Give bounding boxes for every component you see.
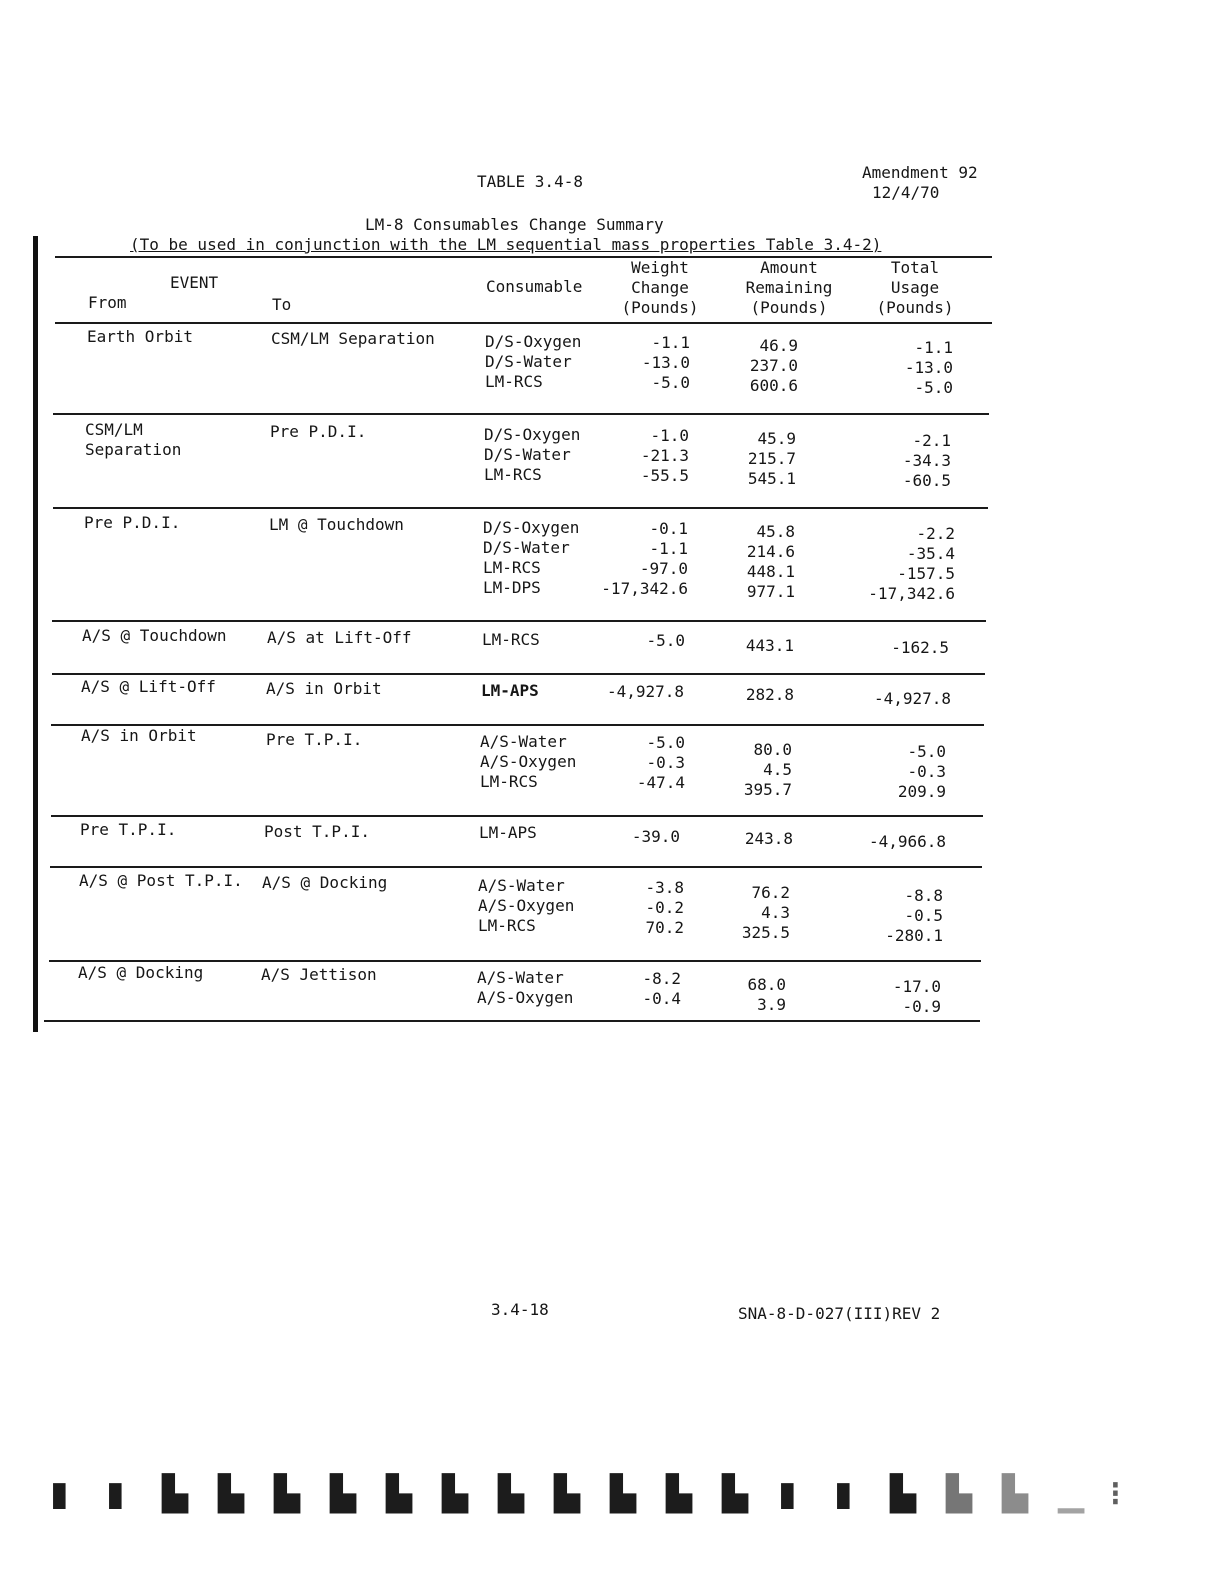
scan-mark: ▮ (834, 1474, 853, 1514)
scan-mark: ▙ (890, 1474, 917, 1514)
header-bottom-rule (55, 322, 992, 324)
row-to: Pre P.D.I. (270, 422, 367, 441)
col-header-from: From (88, 293, 127, 312)
scan-mark: ▮ (778, 1474, 797, 1514)
scan-mark: ▙ (610, 1474, 637, 1514)
scan-mark: ▙ (498, 1474, 525, 1514)
row-consumable: A/S-Water A/S-Oxygen LM-RCS (480, 732, 577, 791)
scan-mark: ▮ (50, 1474, 69, 1514)
row-consumable: LM-RCS (482, 630, 540, 649)
row-from: A/S @ Post T.P.I. (79, 871, 243, 890)
row-to: CSM/LM Separation (271, 329, 435, 348)
row-from: A/S @ Lift-Off (81, 677, 216, 696)
col-header-event: EVENT (170, 273, 219, 292)
scan-mark: ▮ (106, 1474, 125, 1514)
row-to: Post T.P.I. (264, 822, 370, 841)
row-amount-remaining: 282.8 (745, 685, 794, 704)
row-weight-change: -39.0 (631, 827, 680, 846)
col-header-consumable: Consumable (486, 277, 583, 296)
scan-mark: ▙ (554, 1474, 581, 1514)
scan-mark: ▙ (330, 1474, 357, 1514)
scan-mark: ▙ (218, 1474, 245, 1514)
row-from: Pre T.P.I. (80, 820, 177, 839)
row-total-usage: -8.8 -0.5 -280.1 (885, 886, 943, 945)
row-consumable: LM-APS (481, 681, 539, 700)
row-from: CSM/LM Separation (85, 420, 182, 459)
page-number: 3.4-18 (491, 1300, 549, 1319)
row-from: A/S @ Docking (78, 963, 204, 982)
margin-change-bar (33, 236, 38, 1032)
row-weight-change: -3.8 -0.2 70.2 (645, 878, 684, 937)
row-from: Earth Orbit (87, 327, 193, 346)
scan-mark: ▙ (946, 1474, 973, 1514)
row-amount-remaining: 45.8 214.6 448.1 977.1 (746, 522, 795, 601)
row-weight-change: -0.1 -1.1 -97.0 -17,342.6 (601, 519, 688, 598)
row-to: A/S @ Docking (262, 873, 388, 892)
row-weight-change: -5.0 (646, 631, 685, 650)
row-from: Pre P.D.I. (84, 513, 181, 532)
table-number: TABLE 3.4-8 (477, 172, 583, 191)
row-consumable: A/S-Water A/S-Oxygen LM-RCS (478, 876, 575, 935)
amendment-label: Amendment 92 (862, 163, 978, 182)
row-weight-change: -1.0 -21.3 -55.5 (640, 426, 689, 485)
row-divider (49, 960, 981, 962)
amendment-date: 12/4/70 (872, 183, 940, 202)
scan-mark: ▙ (722, 1474, 749, 1514)
row-amount-remaining: 80.0 4.5 395.7 (743, 740, 792, 799)
row-total-usage: -2.2 -35.4 -157.5 -17,342.6 (868, 524, 955, 603)
row-weight-change: -8.2 -0.4 (642, 969, 681, 1008)
table-title: LM-8 Consumables Change Summary (365, 215, 664, 234)
col-header-weight-change: Weight Change (Pounds) (621, 258, 699, 317)
row-divider (51, 815, 983, 817)
row-amount-remaining: 243.8 (744, 829, 793, 848)
row-consumable: D/S-Oxygen D/S-Water LM-RCS (484, 425, 581, 484)
scan-mark: ▙ (386, 1474, 413, 1514)
row-consumable: LM-APS (479, 823, 537, 842)
row-weight-change: -4,927.8 (606, 682, 684, 701)
row-total-usage: -1.1 -13.0 -5.0 (904, 338, 953, 397)
row-divider (53, 413, 989, 415)
row-amount-remaining: 68.0 3.9 (747, 975, 786, 1014)
col-header-total-usage: Total Usage (Pounds) (876, 258, 954, 317)
row-divider (52, 620, 986, 622)
row-total-usage: -4,966.8 (868, 832, 946, 851)
row-consumable: D/S-Oxygen D/S-Water LM-RCS LM-DPS (483, 518, 580, 597)
row-weight-change: -5.0 -0.3 -47.4 (636, 733, 685, 792)
col-header-amount-remaining: Amount Remaining (Pounds) (745, 258, 833, 317)
row-total-usage: -162.5 (891, 638, 949, 657)
row-to: Pre T.P.I. (266, 730, 363, 749)
scan-mark: ▙ (442, 1474, 469, 1514)
scan-mark: ⁝ (1110, 1474, 1121, 1514)
scan-mark: ▁ (1058, 1474, 1085, 1514)
row-from: A/S @ Touchdown (82, 626, 227, 645)
row-amount-remaining: 443.1 (745, 636, 794, 655)
row-to: A/S at Lift-Off (267, 628, 412, 647)
row-total-usage: -2.1 -34.3 -60.5 (902, 431, 951, 490)
row-weight-change: -1.1 -13.0 -5.0 (641, 333, 690, 392)
row-total-usage: -4,927.8 (873, 689, 951, 708)
row-from: A/S in Orbit (81, 726, 197, 745)
row-amount-remaining: 45.9 215.7 545.1 (747, 429, 796, 488)
table-subtitle: (To be used in conjunction with the LM sequential mass properties Table 3.4-2) (130, 235, 882, 254)
header-top-rule (55, 256, 992, 258)
row-divider (53, 507, 988, 509)
document-id: SNA-8-D-027(III)REV 2 (738, 1304, 941, 1323)
row-to: A/S in Orbit (266, 679, 382, 698)
row-to: LM @ Touchdown (269, 515, 404, 534)
row-consumable: D/S-Oxygen D/S-Water LM-RCS (485, 332, 582, 391)
row-amount-remaining: 46.9 237.0 600.6 (749, 336, 798, 395)
row-total-usage: -17.0 -0.9 (892, 977, 941, 1016)
scan-mark: ▙ (162, 1474, 189, 1514)
row-divider (52, 673, 985, 675)
row-to: A/S Jettison (261, 965, 377, 984)
row-total-usage: -5.0 -0.3 209.9 (897, 742, 946, 801)
scan-mark: ▙ (274, 1474, 301, 1514)
row-divider (50, 866, 982, 868)
table-bottom-rule (44, 1020, 980, 1022)
col-header-to: To (272, 295, 292, 314)
scan-mark: ▙ (666, 1474, 693, 1514)
row-amount-remaining: 76.2 4.3 325.5 (741, 883, 790, 942)
row-consumable: A/S-Water A/S-Oxygen (477, 968, 574, 1007)
scan-mark: ▙ (1002, 1474, 1029, 1514)
